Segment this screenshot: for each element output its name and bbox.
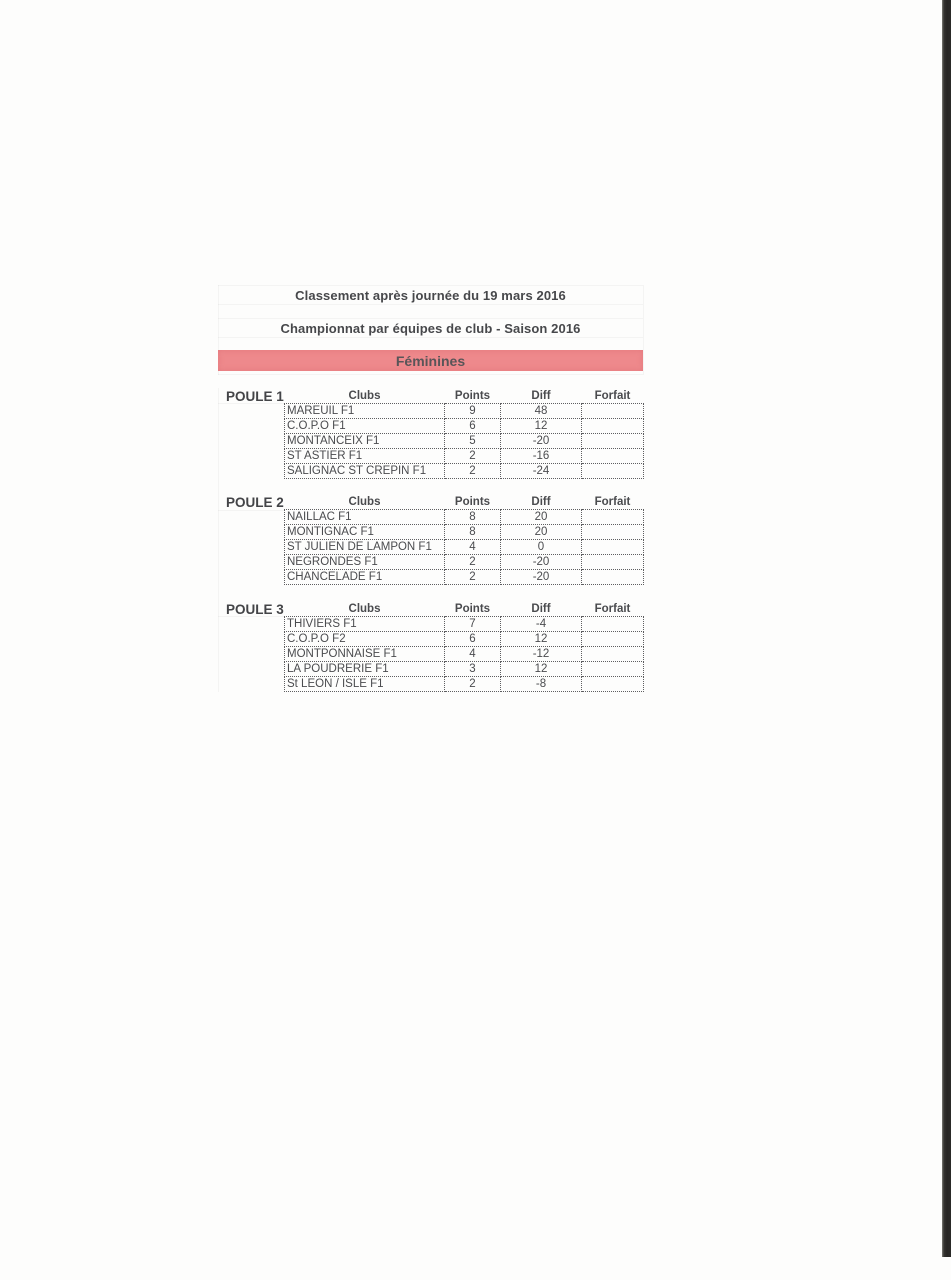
forfait-cell bbox=[582, 449, 644, 464]
club-cell: C.O.P.O F2 bbox=[285, 632, 445, 647]
club-cell: THIVIERS F1 bbox=[285, 617, 445, 632]
diff-cell: -20 bbox=[501, 434, 582, 449]
diff-cell: 0 bbox=[501, 540, 582, 555]
points-cell: 2 bbox=[445, 464, 501, 479]
club-cell: ST JULIEN DE LAMPON F1 bbox=[285, 540, 445, 555]
forfait-cell bbox=[582, 540, 644, 555]
forfait-cell bbox=[582, 510, 644, 525]
table-header-row bbox=[285, 494, 644, 510]
table-row bbox=[285, 677, 644, 692]
pool-section-2 bbox=[0, 494, 951, 589]
diff-cell: 12 bbox=[501, 419, 582, 434]
forfait-cell bbox=[582, 404, 644, 419]
points-cell: 6 bbox=[445, 419, 501, 434]
header-forfait: Forfait bbox=[594, 495, 631, 508]
club-cell: LA POUDRERIE F1 bbox=[285, 662, 445, 677]
points-cell: 2 bbox=[445, 555, 501, 570]
header-points: Points bbox=[454, 602, 491, 615]
table-row bbox=[285, 632, 644, 647]
table-row bbox=[285, 525, 644, 540]
forfait-cell bbox=[582, 662, 644, 677]
header-forfait: Forfait bbox=[594, 389, 631, 402]
table-row bbox=[285, 404, 644, 419]
club-cell: St LEON / ISLE F1 bbox=[285, 677, 445, 692]
forfait-cell bbox=[582, 525, 644, 540]
header-points: Points bbox=[454, 495, 491, 508]
diff-cell: 20 bbox=[501, 525, 582, 540]
forfait-cell bbox=[582, 617, 644, 632]
diff-cell: 20 bbox=[501, 510, 582, 525]
club-cell: SALIGNAC ST CREPIN F1 bbox=[285, 464, 445, 479]
diff-cell: -12 bbox=[501, 647, 582, 662]
header-diff: Diff bbox=[531, 389, 551, 402]
diff-cell: -16 bbox=[501, 449, 582, 464]
table-row bbox=[285, 510, 644, 525]
points-cell: 4 bbox=[445, 647, 501, 662]
forfait-cell bbox=[582, 647, 644, 662]
pool-section-1 bbox=[0, 388, 951, 483]
diff-cell: 12 bbox=[501, 632, 582, 647]
club-cell: ST ASTIER F1 bbox=[285, 449, 445, 464]
table-row bbox=[285, 434, 644, 449]
forfait-cell bbox=[582, 419, 644, 434]
table-row bbox=[285, 540, 644, 555]
diff-cell: -24 bbox=[501, 464, 582, 479]
table-header-row bbox=[285, 601, 644, 617]
table-row bbox=[285, 570, 644, 585]
gridline bbox=[218, 337, 643, 338]
club-cell: MAREUIL F1 bbox=[285, 404, 445, 419]
diff-cell: 12 bbox=[501, 662, 582, 677]
table-row bbox=[285, 419, 644, 434]
points-cell: 2 bbox=[445, 449, 501, 464]
header-diff: Diff bbox=[531, 602, 551, 615]
scanner-edge-shadow bbox=[942, 0, 951, 1257]
section-banner-feminines bbox=[218, 350, 643, 371]
header-clubs: Clubs bbox=[348, 495, 381, 508]
table-row bbox=[285, 617, 644, 632]
header-forfait: Forfait bbox=[594, 602, 631, 615]
club-cell: MONTANCEIX F1 bbox=[285, 434, 445, 449]
points-cell: 9 bbox=[445, 404, 501, 419]
header-clubs: Clubs bbox=[348, 389, 381, 402]
points-cell: 3 bbox=[445, 662, 501, 677]
diff-cell: -20 bbox=[501, 555, 582, 570]
header-diff: Diff bbox=[531, 495, 551, 508]
points-cell: 8 bbox=[445, 510, 501, 525]
gridline bbox=[218, 374, 643, 375]
club-cell: C.O.P.O F1 bbox=[285, 419, 445, 434]
club-cell: MONTPONNAISE F1 bbox=[285, 647, 445, 662]
table-row bbox=[285, 464, 644, 479]
section-banner-label: Féminines bbox=[395, 352, 466, 369]
forfait-cell bbox=[582, 570, 644, 585]
diff-cell: -20 bbox=[501, 570, 582, 585]
header-clubs: Clubs bbox=[348, 602, 381, 615]
points-cell: 5 bbox=[445, 434, 501, 449]
table-header-row bbox=[285, 388, 644, 404]
points-cell: 8 bbox=[445, 525, 501, 540]
forfait-cell bbox=[582, 464, 644, 479]
document-subtitle: Championnat par équipes de club - Saison 2016 bbox=[280, 321, 581, 336]
document-title: Classement après journée du 19 mars 2016 bbox=[295, 288, 566, 303]
club-cell: NAILLAC F1 bbox=[285, 510, 445, 525]
forfait-cell bbox=[582, 632, 644, 647]
points-cell: 2 bbox=[445, 570, 501, 585]
header-points: Points bbox=[454, 389, 491, 402]
club-cell: CHANCELADE F1 bbox=[285, 570, 445, 585]
table-row bbox=[285, 647, 644, 662]
pool-section-3 bbox=[0, 601, 951, 696]
diff-cell: 48 bbox=[501, 404, 582, 419]
gridline bbox=[218, 285, 643, 286]
diff-cell: -4 bbox=[501, 617, 582, 632]
gridline bbox=[218, 318, 643, 319]
club-cell: NEGRONDES F1 bbox=[285, 555, 445, 570]
pool-table bbox=[284, 601, 644, 692]
forfait-cell bbox=[582, 555, 644, 570]
points-cell: 7 bbox=[445, 617, 501, 632]
diff-cell: -8 bbox=[501, 677, 582, 692]
table-row bbox=[285, 555, 644, 570]
gridline bbox=[218, 304, 643, 305]
gridline bbox=[643, 285, 644, 375]
pool-table bbox=[284, 494, 644, 585]
pool-label: POULE 2 bbox=[226, 495, 284, 510]
pool-label: POULE 1 bbox=[226, 389, 284, 404]
table-row bbox=[285, 662, 644, 677]
forfait-cell bbox=[582, 434, 644, 449]
forfait-cell bbox=[582, 677, 644, 692]
table-row bbox=[285, 449, 644, 464]
points-cell: 2 bbox=[445, 677, 501, 692]
pool-table bbox=[284, 388, 644, 479]
club-cell: MONTIGNAC F1 bbox=[285, 525, 445, 540]
points-cell: 4 bbox=[445, 540, 501, 555]
points-cell: 6 bbox=[445, 632, 501, 647]
pool-label: POULE 3 bbox=[226, 602, 284, 617]
